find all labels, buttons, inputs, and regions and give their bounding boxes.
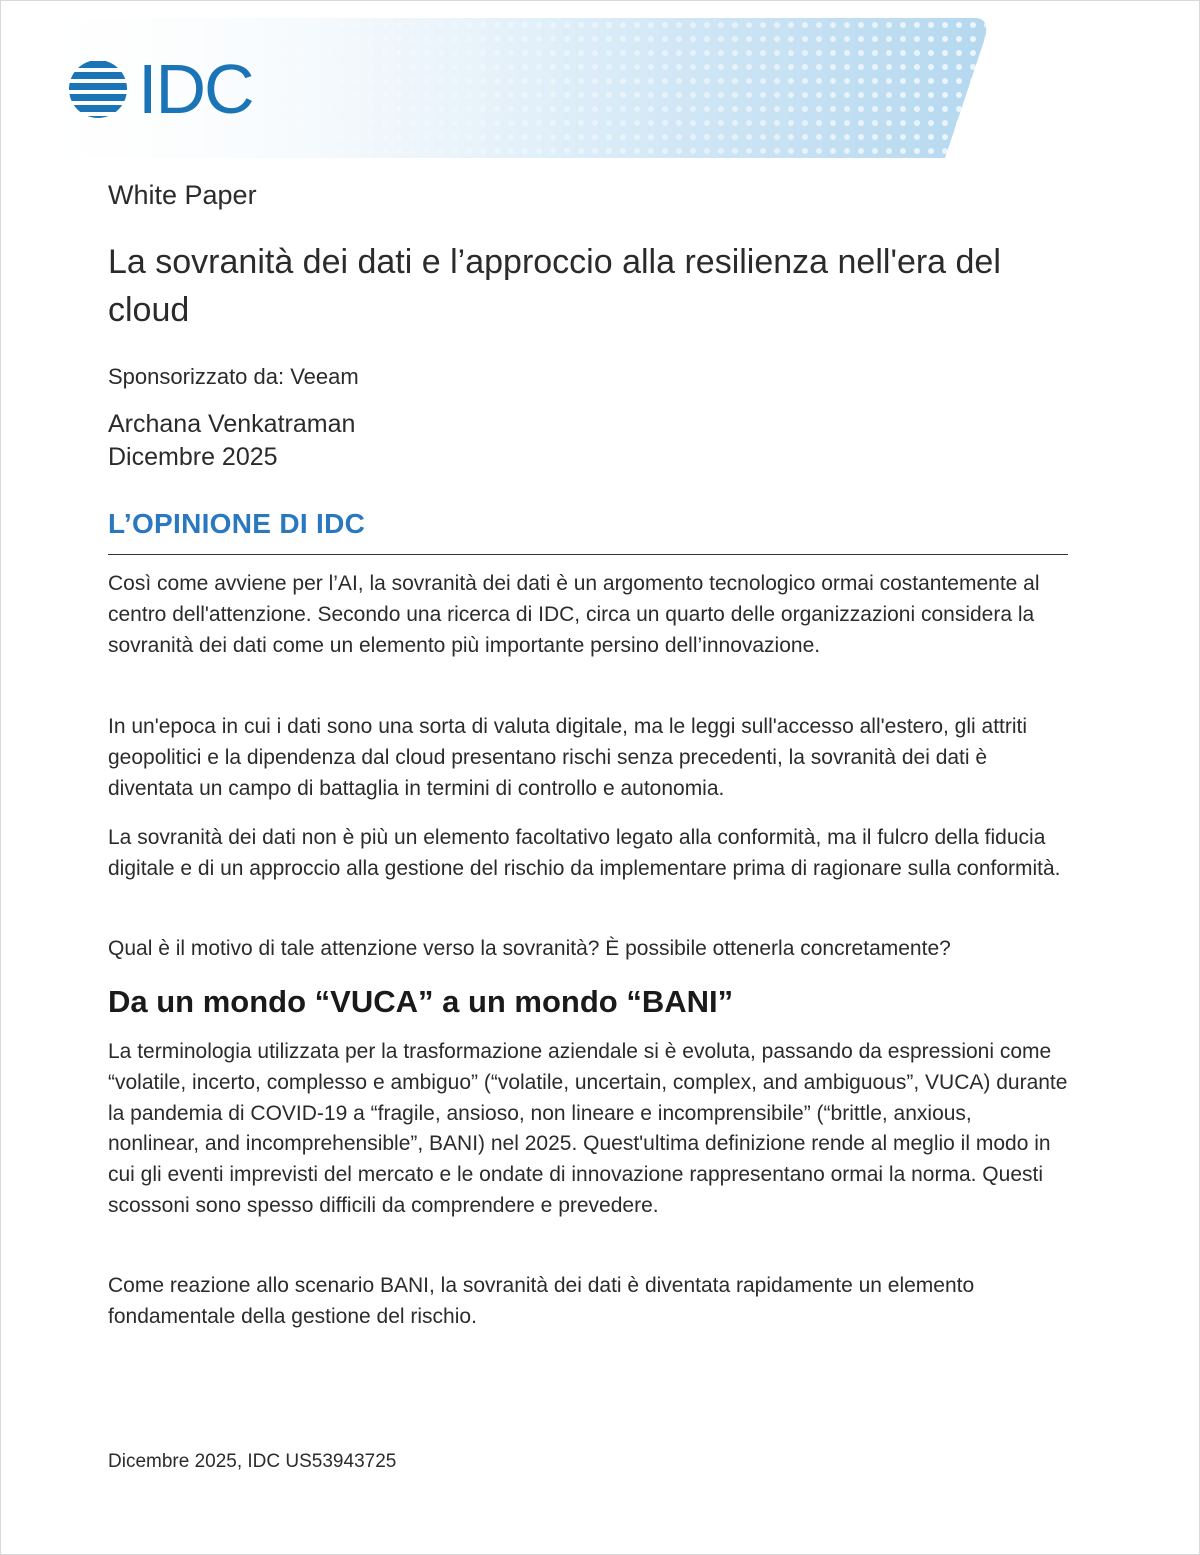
paragraph: In un'epoca in cui i dati sono una sorta di valuta digitale, ma le leggi sull'accesso all'estero, gli attriti geopolitici e la dipendenza dal cloud presentano rischi senza precedenti, la sovranità dei dati è diventata un campo di battaglia in termini di controllo e autonomia. xyxy=(108,715,1028,800)
publication-date: Dicembre 2025 xyxy=(108,443,278,471)
paragraph: Qual è il motivo di tale attenzione verso la sovranità? È possibile ottenerla concretamente? xyxy=(108,937,951,960)
sponsor-line: Sponsorizzato da: Veeam xyxy=(108,364,359,389)
document-title: La sovranità dei dati e l’approccio alla resilienza nell'era del cloud xyxy=(108,243,1001,329)
section-heading: L’OPINIONE DI IDC xyxy=(108,508,366,539)
paragraph: La terminologia utilizzata per la trasformazione aziendale si è evoluta, passando da espressioni come “volatile, incerto, complesso e ambiguo” (“volatile, uncertain, complex, and ambiguous”, VUCA) durante la pandemia di COVID-19 a “fragile, ansioso, non lineare e incomprensibile” (“brittle, anxious, nonlinear, and incomprehensible”, BANI) nel 2025. Quest'ultima definizione rende al meglio il modo in cui gli eventi imprevisti del mercato e le ondate di innovazione rappresentano ormai la norma. Questi scossoni sono spesso difficili da comprendere e prevedere. xyxy=(108,1040,1068,1217)
author-name: Archana Venkatraman xyxy=(108,410,356,438)
document-type: White Paper xyxy=(108,180,257,210)
paragraph: Come reazione allo scenario BANI, la sovranità dei dati è diventata rapidamente un elemento fondamentale della gestione del rischio. xyxy=(108,1274,975,1328)
section-divider xyxy=(108,554,1068,555)
paragraph: La sovranità dei dati non è più un elemento facoltativo legato alla conformità, ma il fulcro della fiducia digitale e di un approccio alla gestione del rischio da implementare prima di ragionare sulla conformità. xyxy=(108,826,1061,880)
paragraph: Così come avviene per l’AI, la sovranità dei dati è un argomento tecnologico ormai costantemente al centro dell'attenzione. Secondo una ricerca di IDC, circa un quarto delle organizzazioni considera la sovranità dei dati come un elemento più importante persino dell’innovazione. xyxy=(108,572,1040,657)
subsection-heading: Da un mondo “VUCA” a un mondo “BANI” xyxy=(108,984,734,1019)
logo-text: IDC xyxy=(138,50,253,128)
idc-globe-stripes-icon xyxy=(66,58,130,120)
idc-logo xyxy=(66,50,266,128)
page-footer: Dicembre 2025, IDC US53943725 xyxy=(108,1451,397,1472)
